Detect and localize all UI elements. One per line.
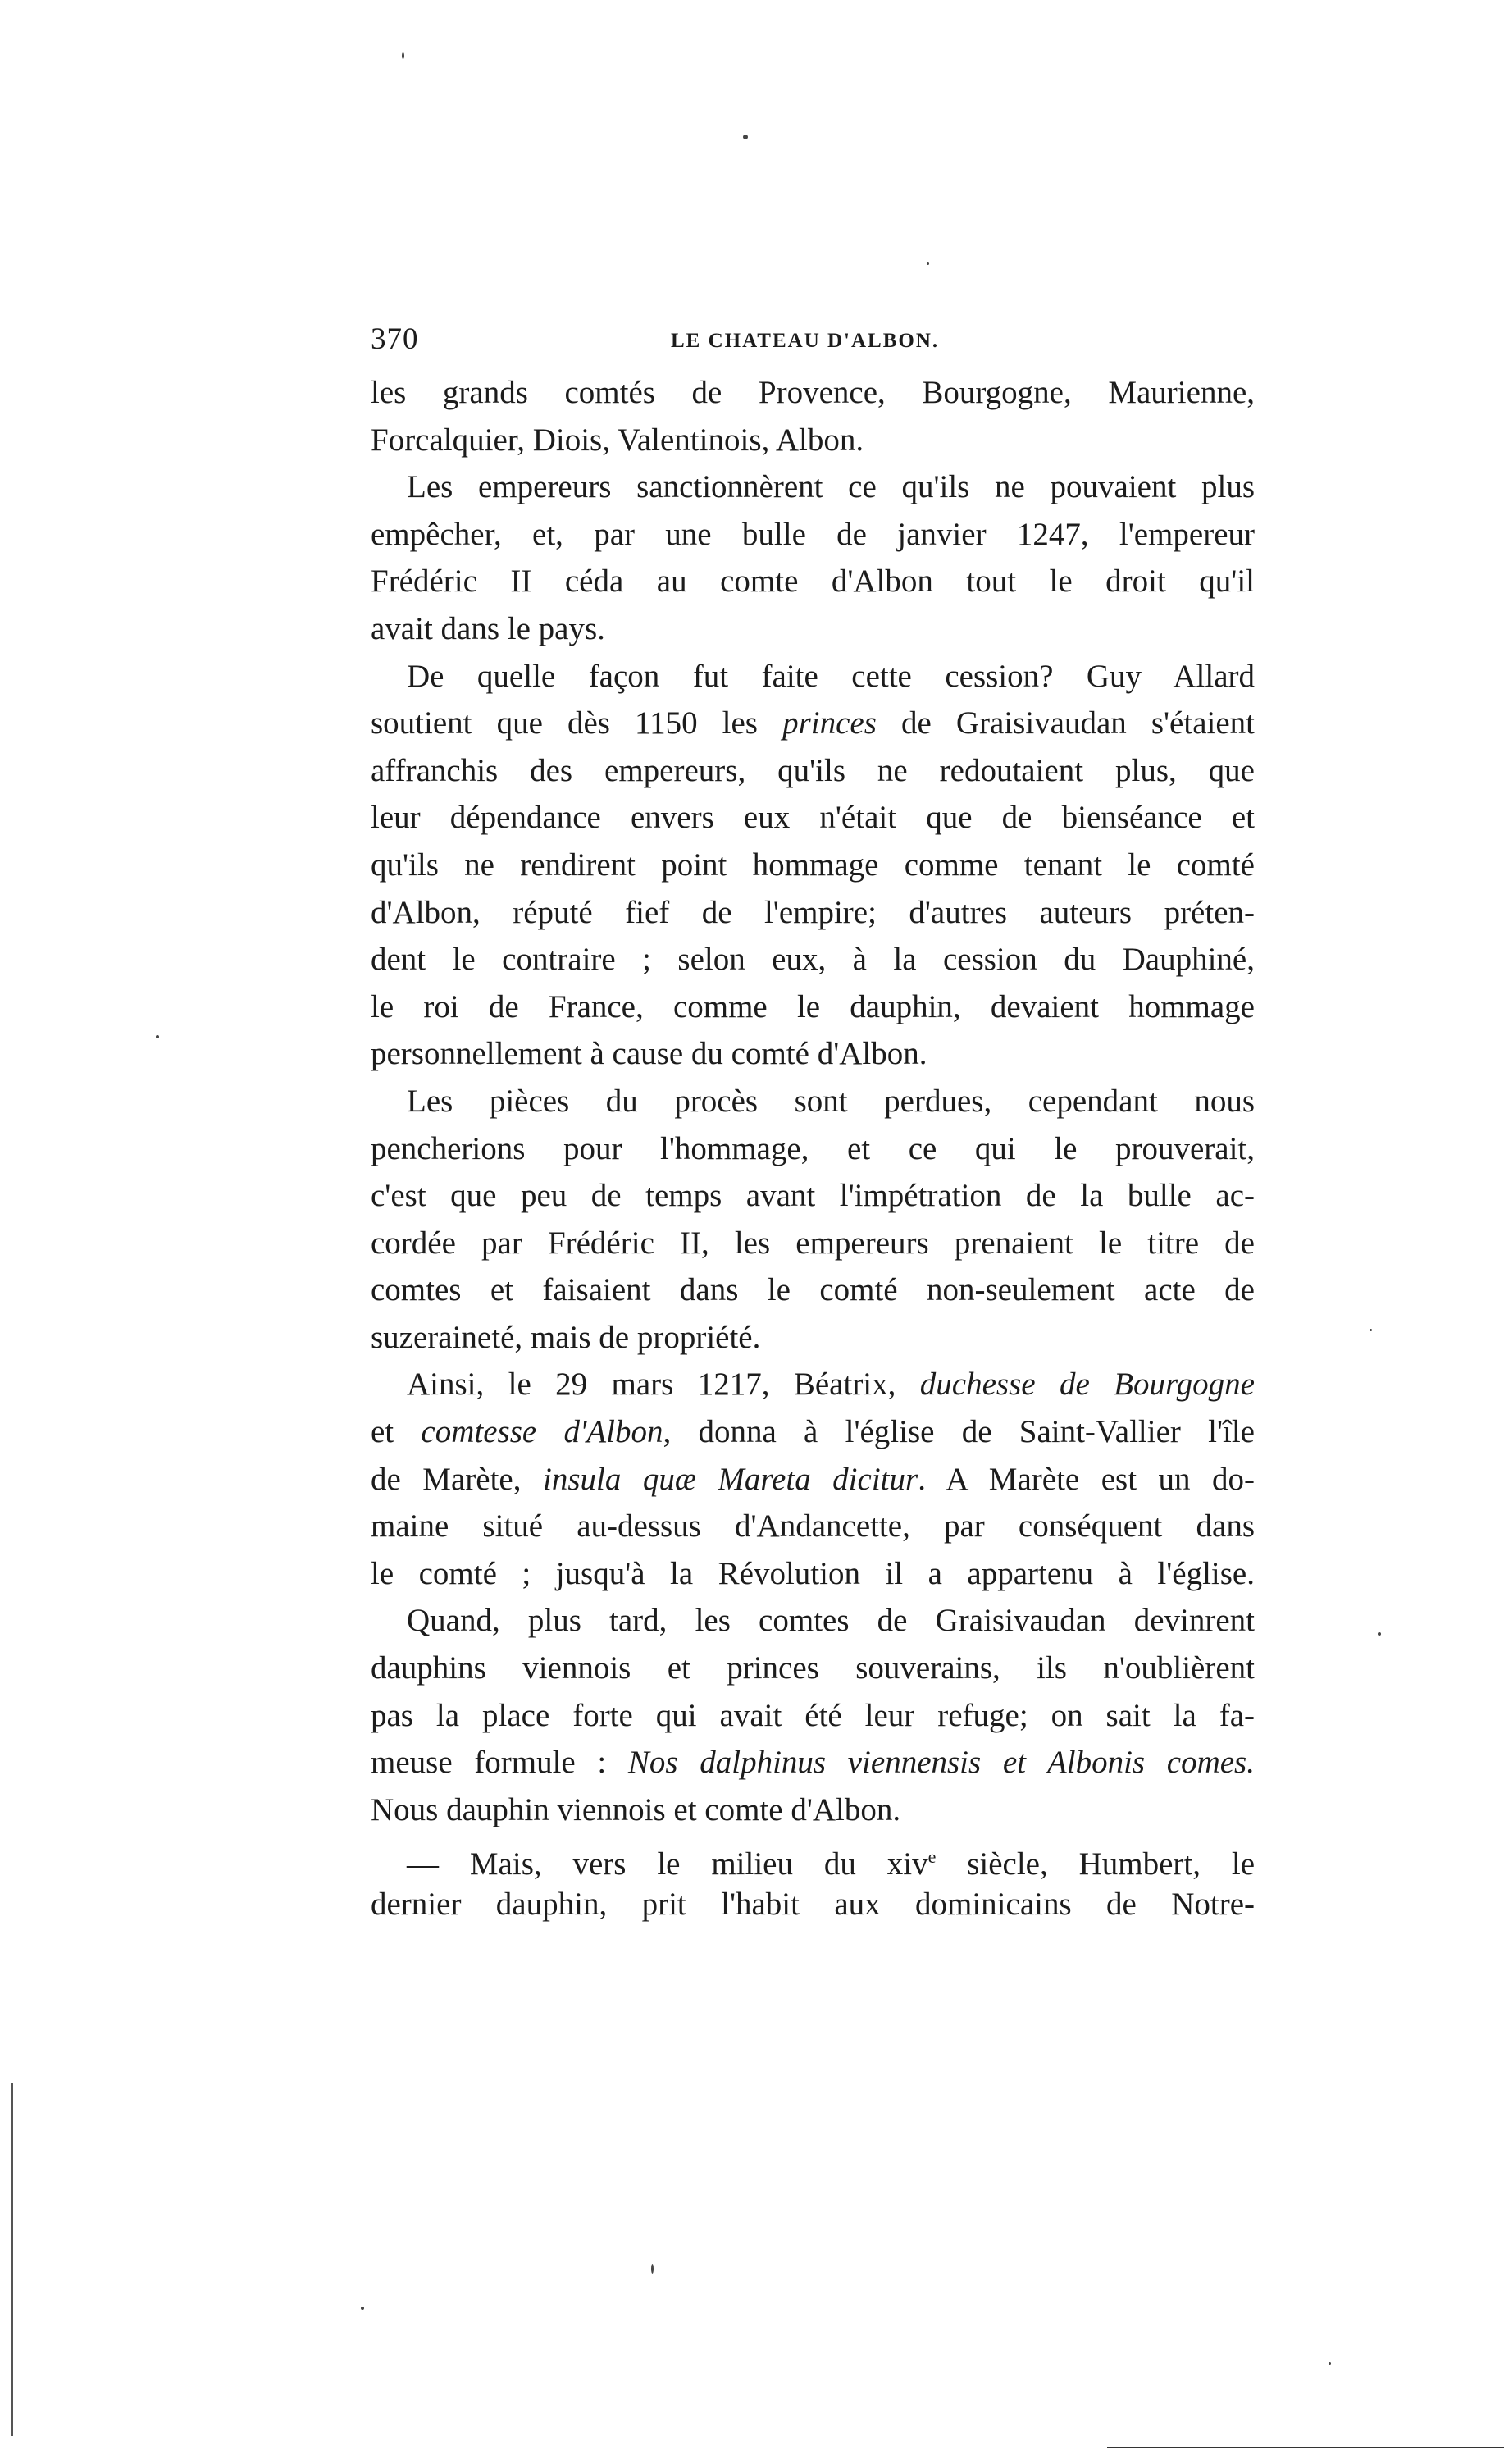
scan-speck <box>743 135 748 139</box>
italic-phrase: comtesse d'Albon <box>421 1414 663 1450</box>
text-line: dauphins viennois et princes souverains, ils n'oublièrent <box>371 1650 1255 1686</box>
text-line: avait dans le pays. <box>371 610 605 646</box>
text-line: Forcalquier, Diois, Valentinois, Albon. <box>371 422 864 458</box>
text-line: le comté ; jusqu'à la Révolution il a appartenu à l'église. <box>371 1555 1255 1591</box>
paragraph-start: De quelle façon fut faite cette cession? Guy Allard <box>407 658 1255 694</box>
paragraph-start: Ainsi, le 29 mars 1217, Béatrix, duchesse de Bourgogne <box>407 1367 1255 1403</box>
scan-speck <box>1378 1632 1381 1636</box>
text-line: dernier dauphin, prit l'habit aux dominicains de Notre- <box>371 1887 1255 1922</box>
scan-speck <box>927 262 929 265</box>
text-line: c'est que peu de temps avant l'impétration de la bulle ac- <box>371 1178 1255 1214</box>
page-header <box>371 322 1255 363</box>
text-line: d'Albon, réputé fief de l'empire; d'autres auteurs préten- <box>371 894 1255 930</box>
text-line: et comtesse d'Albon, donna à l'église de Saint-Vallier l'île <box>371 1414 1255 1450</box>
page-number: 370 <box>371 322 419 356</box>
text-line: soutient que dès 1150 les princes de Graisivaudan s'étaient <box>371 705 1255 741</box>
text-line: meuse formule : Nos dalphinus viennensis et Albonis comes. <box>371 1745 1255 1781</box>
text-line: affranchis des empereurs, qu'ils ne redoutaient plus, que <box>371 752 1255 788</box>
scan-speck <box>1370 1329 1372 1331</box>
text-line: personnellement à cause du comté d'Albon. <box>371 1036 927 1072</box>
scan-speck <box>156 1035 159 1038</box>
text-line: pencherions pour l'hommage, et ce qui le prouverait, <box>371 1130 1255 1166</box>
running-title: LE CHATEAU D'ALBON. <box>671 330 940 352</box>
paragraph-start: Les pièces du procès sont perdues, cependant nous <box>407 1083 1255 1119</box>
text-line: les grands comtés de Provence, Bourgogne, Maurienne, <box>371 375 1255 410</box>
text-line: de Marète, insula quæ Mareta dicitur. A Marète est un do- <box>371 1461 1255 1497</box>
text-line: qu'ils ne rendirent point hommage comme tenant le comté <box>371 846 1255 883</box>
text-line: le roi de France, comme le dauphin, devaient hommage <box>371 988 1255 1024</box>
italic-phrase: duchesse de Bourgogne <box>919 1367 1255 1403</box>
paragraph-start: Les empereurs sanctionnèrent ce qu'ils ne pouvaient plus <box>407 469 1255 505</box>
page-edge-line <box>11 2083 13 2436</box>
body-text <box>371 369 1255 1928</box>
text-line: empêcher, et, par une bulle de janvier 1247, l'empereur <box>371 516 1255 552</box>
latin-formula: Nos dalphinus viennensis et Albonis comes. <box>627 1745 1255 1781</box>
scan-speck <box>361 2307 364 2310</box>
scan-speck <box>651 2264 654 2274</box>
paragraph-start: — Mais, vers le milieu du xiv$^e$ siècle, Humbert, le <box>407 1846 1256 1882</box>
superscript: e <box>927 1846 937 1868</box>
text-line: suzeraineté, mais de propriété. <box>371 1319 761 1355</box>
text-line: dent le contraire ; selon eux, à la cession du Dauphiné, <box>371 942 1255 978</box>
scan-speck <box>402 52 404 59</box>
bottom-rule <box>1107 2447 1504 2448</box>
scan-speck <box>1329 2362 1331 2365</box>
text-line: leur dépendance envers eux n'était que de bienséance et <box>371 800 1255 836</box>
latin-quote: insula quæ Mareta dicitur <box>542 1461 918 1497</box>
italic-word: princes <box>782 705 877 741</box>
text-line: cordée par Frédéric II, les empereurs prenaient le titre de <box>371 1225 1255 1261</box>
text-line: comtes et faisaient dans le comté non-seulement acte de <box>371 1272 1255 1308</box>
text-line: maine situé au-dessus d'Andancette, par conséquent dans <box>371 1508 1255 1545</box>
text-line: pas la place forte qui avait été leur refuge; on sait la fa- <box>371 1697 1255 1733</box>
text-line: Frédéric II céda au comte d'Albon tout le droit qu'il <box>371 564 1255 600</box>
paragraph-start: Quand, plus tard, les comtes de Graisivaudan devinrent <box>407 1603 1255 1639</box>
text-line: Nous dauphin viennois et comte d'Albon. <box>371 1791 901 1827</box>
